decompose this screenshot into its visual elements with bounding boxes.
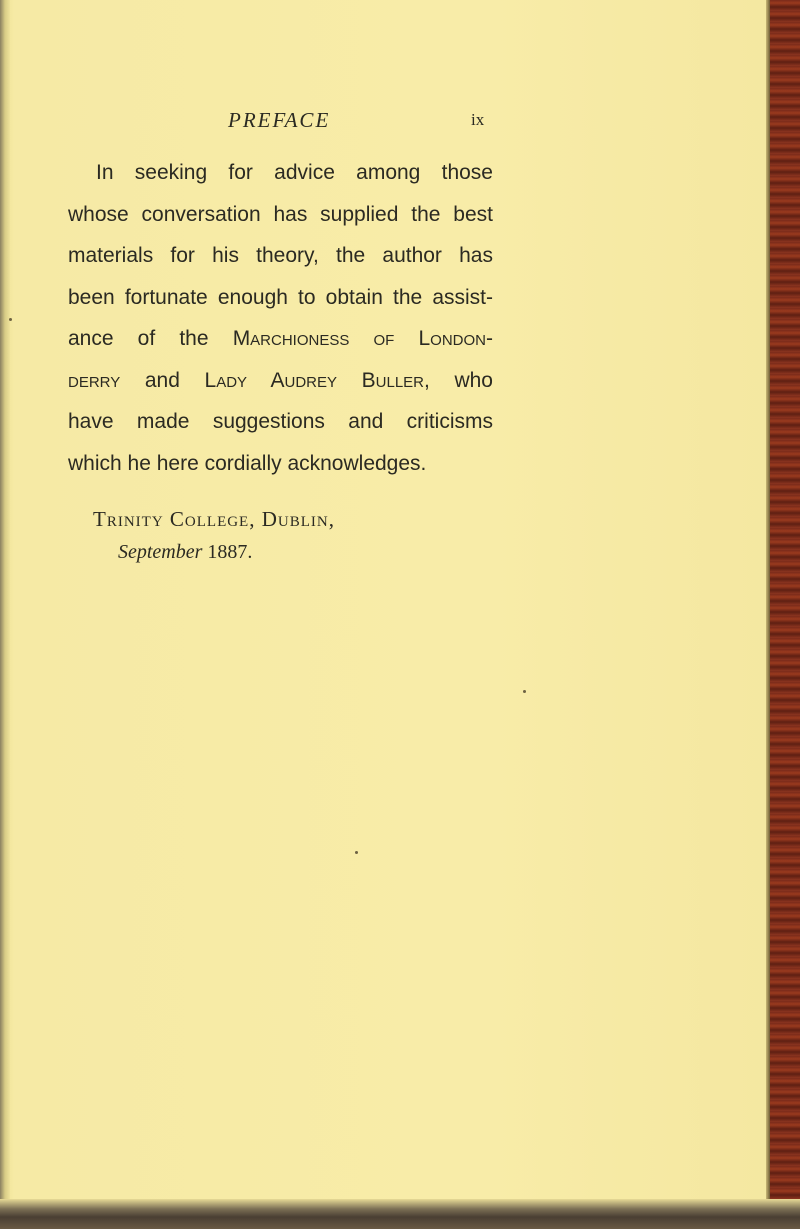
- book-binding: [770, 0, 800, 1229]
- running-head: [0, 108, 800, 138]
- text-line: materials for his theory, the author has: [68, 244, 493, 267]
- signature-date: [118, 541, 252, 564]
- signature-month: September: [118, 541, 203, 563]
- text-line: which he here cordially acknowledges.: [68, 451, 427, 475]
- text-line: ance of the Marchioness of London-: [68, 327, 493, 350]
- text-line: whose conversation has supplied the best: [68, 202, 493, 226]
- page-bottom-edge: [0, 1199, 800, 1229]
- paper-speck: [9, 318, 12, 321]
- text-line: In seeking for advice among those: [96, 161, 493, 184]
- page-number: ix: [471, 110, 485, 129]
- signature-year: 1887.: [207, 541, 253, 563]
- text-line: derry and Lady Audrey Buller, who: [68, 368, 493, 392]
- page-title: PREFACE: [228, 108, 331, 132]
- paper-speck: [355, 851, 358, 854]
- text-line: been fortunate enough to obtain the assist-: [68, 285, 493, 309]
- paper-speck: [523, 690, 526, 693]
- text-line: have made suggestions and criticisms: [68, 410, 493, 433]
- page-left-edge: [0, 0, 10, 1229]
- signature-place: Trinity College, Dublin,: [93, 507, 335, 531]
- preface-paragraph: [68, 152, 493, 484]
